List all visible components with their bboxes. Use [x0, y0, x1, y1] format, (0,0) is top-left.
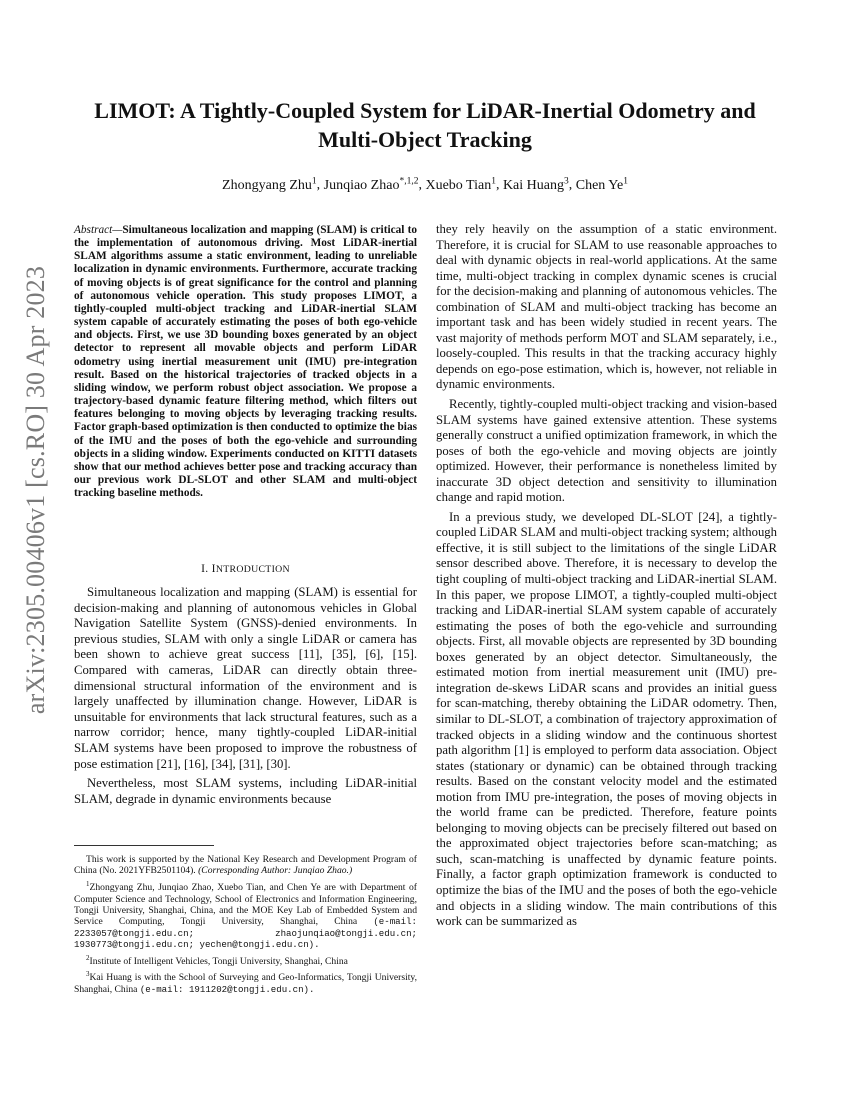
paragraph: Simultaneous localization and mapping (SLAM) is essential for decision-making and planning of autonomous vehicles in Global Navigation Satellite System (GNSS)-denied environments. In previous studies, SLAM with only a single LiDAR or camera has been shown to achieve great success [11], [35], [6], [15]. Compared with cameras, LiDAR can directly obtain three-dimensional structural information of the environment and is largely unaffected by illumination change. However, LiDAR is unsuitable for environments that lack structural features, such as a narrow corridor; hence, many tightly-coupled LiDAR-initial SLAM systems have been proposed to improve the robustness of pose estimation [21], [16], [34], [31], [30].: [74, 585, 417, 771]
paragraph: Nevertheless, most SLAM systems, including LiDAR-initial SLAM, degrade in dynamic environments because: [74, 776, 417, 806]
paragraph: In a previous study, we developed DL-SLOT [24], a tightly-coupled LiDAR SLAM and multi-object tracking system; although effective, it is still subject to the limitations of the single LiDAR sensor described above. Therefore, it is necessary to develop the tight coupling of multi-object tracking and LiDAR-inertial SLAM. In this paper, we propose LIMOT, a tightly-coupled multi-object tracking and LiDAR-inertial SLAM system capable of accurately estimating the poses of both the ego-vehicle and surrounding objects. First, all movable objects are represented by 3D bounding boxes generated by an object detector. Simultaneously, the estimated motion from inertial measurement unit (IMU) pre-integration de-skews LiDAR scans and provides an initial guess for scan-matching, thereby obtaining the LiDAR odometry. Then, similar to DL-SLOT, a combination of trajectory approximation of tracked objects in a sliding window and the continuous shortest path algorithm [1] is employed to perform data association. Object states (stationary or dynamic) can be obtained through tracking results. Based on the constant velocity model and the estimated motion from IMU pre-integration, the poses of moving objects in the world frame can be predicted. Therefore, feature points belonging to moving objects can be precisely filtered out based on the approximated object trajectories before scan-matching; as such, scan-matching is unaffected by dynamic feature points. Finally, a factor graph optimization framework is conducted to optimize the bias of the IMU and the poses of both the ego-vehicle and objects in a sliding window. The main contributions of this work can be summarized as: [436, 509, 777, 929]
arxiv-identifier-text: arXiv:2305.00406v1 [cs.RO] 30 Apr 2023: [21, 265, 50, 715]
right-column-text: [436, 222, 777, 930]
footnote-support: This work is supported by the National Key Research and Development Program of China (No. 2021YFB2501104). (Corresponding Author: Junqiao Zhao.): [74, 854, 417, 877]
footnotes: [74, 854, 417, 996]
title-line-2: Multi-Object Tracking: [318, 127, 532, 152]
footnote-3: $^3$Kai Huang is with the School of Surveying and Geo-Informatics, Tongji University, Shanghai, China (e-mail: 1911202@tongji.edu.cn).: [74, 970, 417, 996]
footnote-1-emails: (e-mail: 2233057@tongji.edu.cn; zhaojunqiao@tongji.edu.cn; 1930773@tongji.edu.cn; yechen@tongji.edu.cn).: [74, 916, 417, 951]
footnote-rule: [74, 845, 214, 846]
author: Xuebo Tian$^1$: [425, 176, 496, 193]
paragraph: they rely heavily on the assumption of a static environment. Therefore, it is crucial for SLAM to use reasonable approaches to deal with dynamic objects in real-world applications. At the same time, multi-object tracking in complex dynamic scenes is crucial for the decision-making and planning of autonomous vehicles. The combination of SLAM and multi-object tracking has become an important task and has been widely studied in recent years. The vast majority of methods perform MOT and SLAM separately, i.e., loosely-coupled. This results in that the tracking accuracy highly depends on ego-pose estimation, which is, however, not reliable in dynamic environments.: [436, 222, 777, 392]
section-heading-introduction: I. INTRODUCTION: [201, 562, 290, 575]
abstract-label: Abstract: [74, 224, 113, 236]
author: Chen Ye$^1$: [575, 176, 628, 193]
author: Zhongyang Zhu$^1$: [222, 176, 317, 193]
footnote-1: $^1$Zhongyang Zhu, Junqiao Zhao, Xuebo Tian, and Chen Ye are with Department of Computer Science and Technology, School of Electronics and Information Engineering, Tongji University, Shanghai, China, and the MOE Key Lab of Embedded System and Service Computing, Tongji University, Shanghai, China (e-mail: 2233057@tongji.edu.cn; zhaojunqiao@tongji.edu.cn; 1930773@tongji.edu.cn; yechen@tongji.edu.cn).: [74, 879, 417, 951]
introduction-text: [74, 585, 417, 807]
paper-title: [70, 96, 780, 154]
abstract: Abstract—Simultaneous localization and mapping (SLAM) is critical to the implementation of autonomous driving. Most LiDAR-inertial SLAM algorithms assume a static environment, leading to unreliable localization in dynamic environments. Furthermore, accurate tracking of moving objects is of great significance for the control and planning of autonomous vehicle operation. This study proposes LIMOT, a tightly-coupled multi-object tracking and LiDAR-inertial SLAM system capable of accurately estimating the poses of both ego-vehicle and objects. First, we use 3D bounding boxes generated by an object detector to represent all movable objects and perform LiDAR odometry using inertial measurement unit (IMU) pre-integration result. Based on the historical trajectories of tracked objects in a sliding window, we perform robust object association. We propose a trajectory-based dynamic feature filtering method, which filters out features belonging to moving objects by leveraging tracking results. Factor graph-based optimization is then conducted to optimize the bias of the IMU and the poses of both the ego-vehicle and surrounding objects in a sliding window. Experiments conducted on KITTI datasets show that our method achieves better pose and tracking accuracy than our previous work DL-SLOT and other SLAM and multi-object tracking baseline methods.: [74, 224, 417, 500]
footnote-3-email: (e-mail: 1911202@tongji.edu.cn).: [139, 984, 315, 996]
paragraph: Recently, tightly-coupled multi-object tracking and vision-based SLAM systems have gained extensive attention. These systems generally construct a unified optimization framework, in which the poses of both the ego-vehicle and moving objects are jointly optimized. However, their performance is nonetheless limited by inaccurate 3D object detection and sensitivity to illumination change and rapid motion.: [436, 397, 777, 505]
footnote-2: $^2$Institute of Intelligent Vehicles, Tongji University, Shanghai, China: [86, 953, 348, 967]
author: Junqiao Zhao$^{*,1,2}$: [323, 176, 419, 193]
arxiv-identifier: [12, 265, 60, 715]
author: Kai Huang$^3$: [502, 176, 569, 193]
title-line-1: LIMOT: A Tightly-Coupled System for LiDAR-Inertial Odometry and: [94, 98, 756, 123]
author-list: Zhongyang Zhu$^1$, Junqiao Zhao$^{*,1,2}$, Xuebo Tian$^1$, Kai Huang$^3$, Chen Ye$^1$: [222, 176, 628, 193]
abstract-text: Simultaneous localization and mapping (SLAM) is critical to the implementation of autonomous driving. Most LiDAR-inertial SLAM algorithms assume a static environment, leading to unreliable localization in dynamic environments. Furthermore, accurate tracking of moving objects is of great significance for the control and planning of autonomous vehicle operation. This study proposes LIMOT, a tightly-coupled multi-object tracking and LiDAR-inertial SLAM system capable of accurately estimating the poses of both ego-vehicle and objects. First, we use 3D bounding boxes generated by an object detector to represent all movable objects and perform LiDAR odometry using inertial measurement unit (IMU) pre-integration result. Based on the historical trajectories of tracked objects in a sliding window, we perform robust object association. We propose a trajectory-based dynamic feature filtering method, which filters out features belonging to moving objects by leveraging tracking results. Factor graph-based optimization is then conducted to optimize the bias of the IMU and the poses of both the ego-vehicle and surrounding objects in a sliding window. Experiments conducted on KITTI datasets show that our method achieves better pose and tracking accuracy than our previous work DL-SLOT and other SLAM and multi-object tracking baseline methods.: [74, 224, 417, 500]
